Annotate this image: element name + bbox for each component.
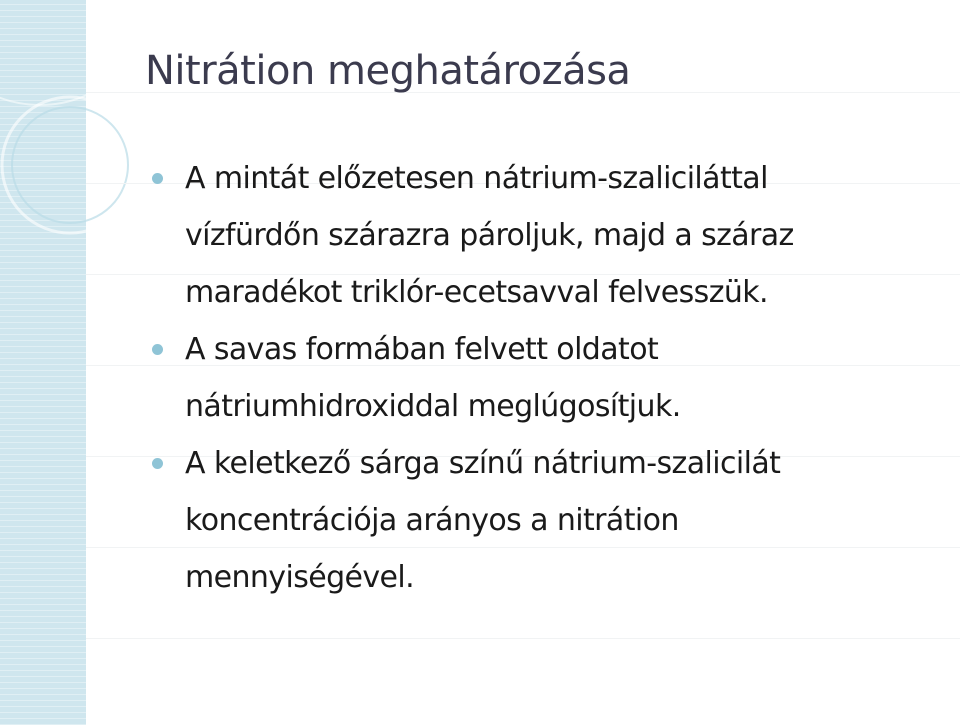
bullet-list bbox=[152, 150, 952, 606]
bullet-line: vízfürdőn szárazra pároljuk, majd a száraz bbox=[185, 218, 794, 253]
bullet-line: A savas formában felvett oldatot bbox=[185, 332, 659, 367]
bullet-item bbox=[152, 321, 952, 435]
bullet-line: A mintát előzetesen nátrium-szaliciláttal bbox=[185, 161, 768, 196]
gridline bbox=[86, 638, 960, 639]
bullet-line: A keletkező sárga színű nátrium-szalicilát bbox=[185, 446, 781, 481]
bullet-line: mennyiségével. bbox=[185, 560, 415, 595]
bullet-dot-icon bbox=[152, 458, 163, 469]
bullet-dot-icon bbox=[152, 344, 163, 355]
bullet-line: nátriumhidroxiddal meglúgosítjuk. bbox=[185, 389, 681, 424]
bullet-line: maradékot triklór-ecetsavval felvesszük. bbox=[185, 275, 768, 310]
bullet-dot-icon bbox=[152, 173, 163, 184]
bullet-line: koncentrációja arányos a nitrátion bbox=[185, 503, 679, 538]
bullet-item bbox=[152, 150, 952, 321]
slide-title: Nitrátion meghatározása bbox=[145, 48, 631, 94]
bullet-item bbox=[152, 435, 952, 606]
